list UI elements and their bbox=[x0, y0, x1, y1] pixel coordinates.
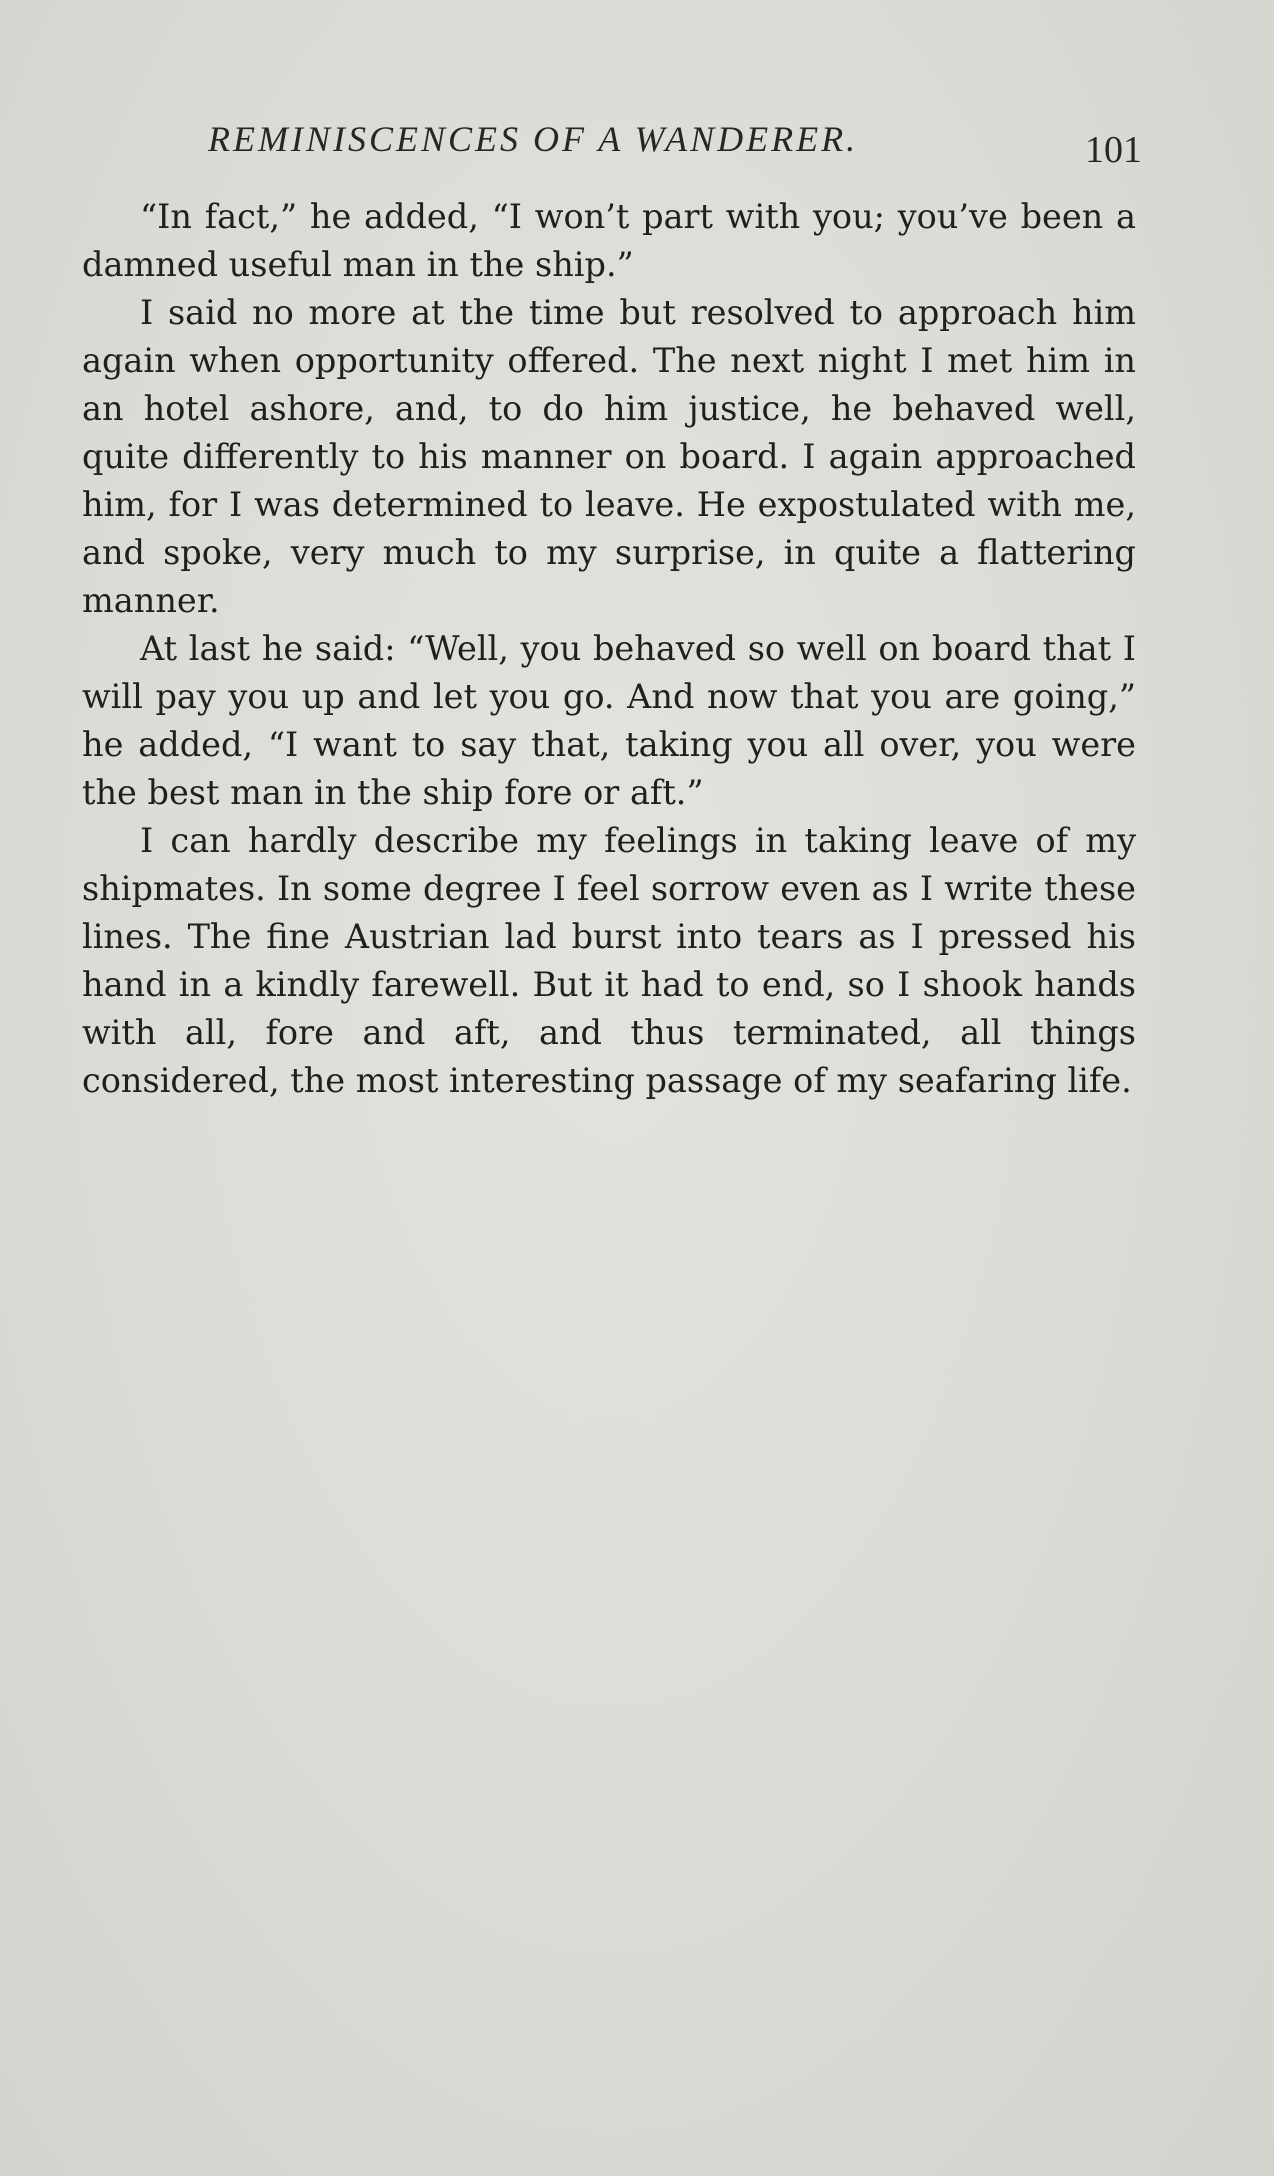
paragraph: I can hardly describe my feelings in taking leave of my shipmates. In some degree I feel sorrow even as I write these lines. The fine Austrian lad burst into tears as I pressed his hand in a kindly farewell. But it had to end, so I shook hands with all, fore and aft, and thus terminated, all things considered, the most interesting passage of my seafaring life. bbox=[82, 821, 1136, 1100]
body-text bbox=[82, 193, 1136, 1105]
page-number: 101 bbox=[1085, 129, 1142, 171]
paragraph: “In fact,” he added, “I won’t part with you; you’ve been a damned useful man in the ship.” bbox=[82, 197, 1136, 284]
page-header bbox=[82, 112, 1142, 172]
paragraph: At last he said: “Well, you behaved so well on board that I will pay you up and let you go. And now that you are going,” he added, “I want to say that, taking you all over, you were the best man in the ship fore or aft.” bbox=[82, 629, 1136, 812]
paragraph: I said no more at the time but resolved to approach him again when opportunity offered. The next night I met him in an hotel ashore, and, to do him justice, he behaved well, quite differently to his manner on board. I again approached him, for I was determined to leave. He expostulated with me, and spoke, very much to my surprise, in quite a flattering manner. bbox=[82, 293, 1136, 620]
running-title: REMINISCENCES OF A WANDERER. bbox=[208, 119, 859, 159]
